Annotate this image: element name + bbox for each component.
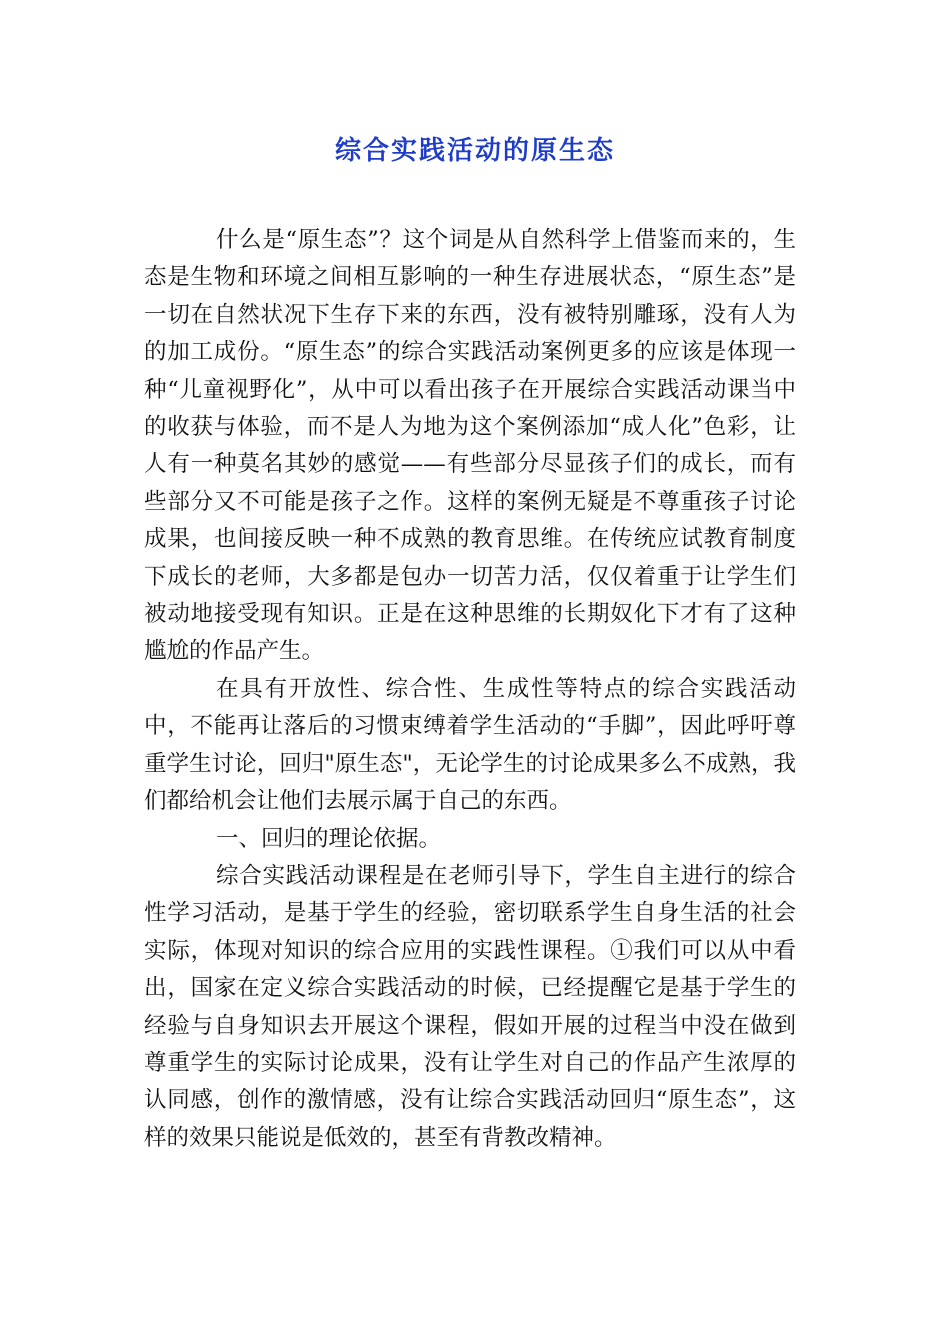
document-body bbox=[144, 222, 796, 1157]
paragraph-3: 综合实践活动课程是在老师引导下，学生自主进行的综合性学习活动，是基于学生的经验，密切联系学生自身生活的社会实际，体现对知识的综合应用的实践性课程。①我们可以从中看出，国家在定义综合实践活动的时候，已经提醒它是基于学生的经验与自身知识去开展这个课程，假如开展的过程当中没在做到尊重学生的实际讨论成果，没有让学生对自己的作品产生浓厚的认同感，创作的激情感，没有让综合实践活动回归“原生态”，这样的效果只能说是低效的，甚至有背教改精神。 bbox=[144, 862, 796, 1151]
paragraph-1: 什么是“原生态”？这个词是从自然科学上借鉴而来的，生态是生物和环境之间相互影响的一种生存进展状态，“原生态”是一切在自然状况下生存下来的东西，没有被特别雕琢，没有人为的加工成份。“原生态”的综合实践活动案例更多的应该是体现一种“儿童视野化”，从中可以看出孩子在开展综合实践活动课当中的收获与体验，而不是人为地为这个案例添加“成人化”色彩，让人有一种莫名其妙的感觉——有些部分尽显孩子们的成长，而有些部分又不可能是孩子之作。这样的案例无疑是不尊重孩子讨论成果，也间接反映一种不成熟的教育思维。在传统应试教育制度下成长的老师，大多都是包办一切苦力活，仅仅着重于让学生们被动地接受现有知识。正是在这种思维的长期奴化下才有了这种尴尬的作品产生。 bbox=[144, 227, 796, 665]
document-title: 综合实践活动的原生态 bbox=[334, 136, 615, 166]
section-heading: 一、回归的理论依据。 bbox=[216, 825, 442, 852]
paragraph-2: 在具有开放性、综合性、生成性等特点的综合实践活动中，不能再让落后的习惯束缚着学生活动的“手脚”，因此呼吁尊重学生讨论，回归"原生态"，无论学生的讨论成果多么不成熟，我们都给机会让他们去展示属于自己的东西。 bbox=[144, 675, 796, 815]
